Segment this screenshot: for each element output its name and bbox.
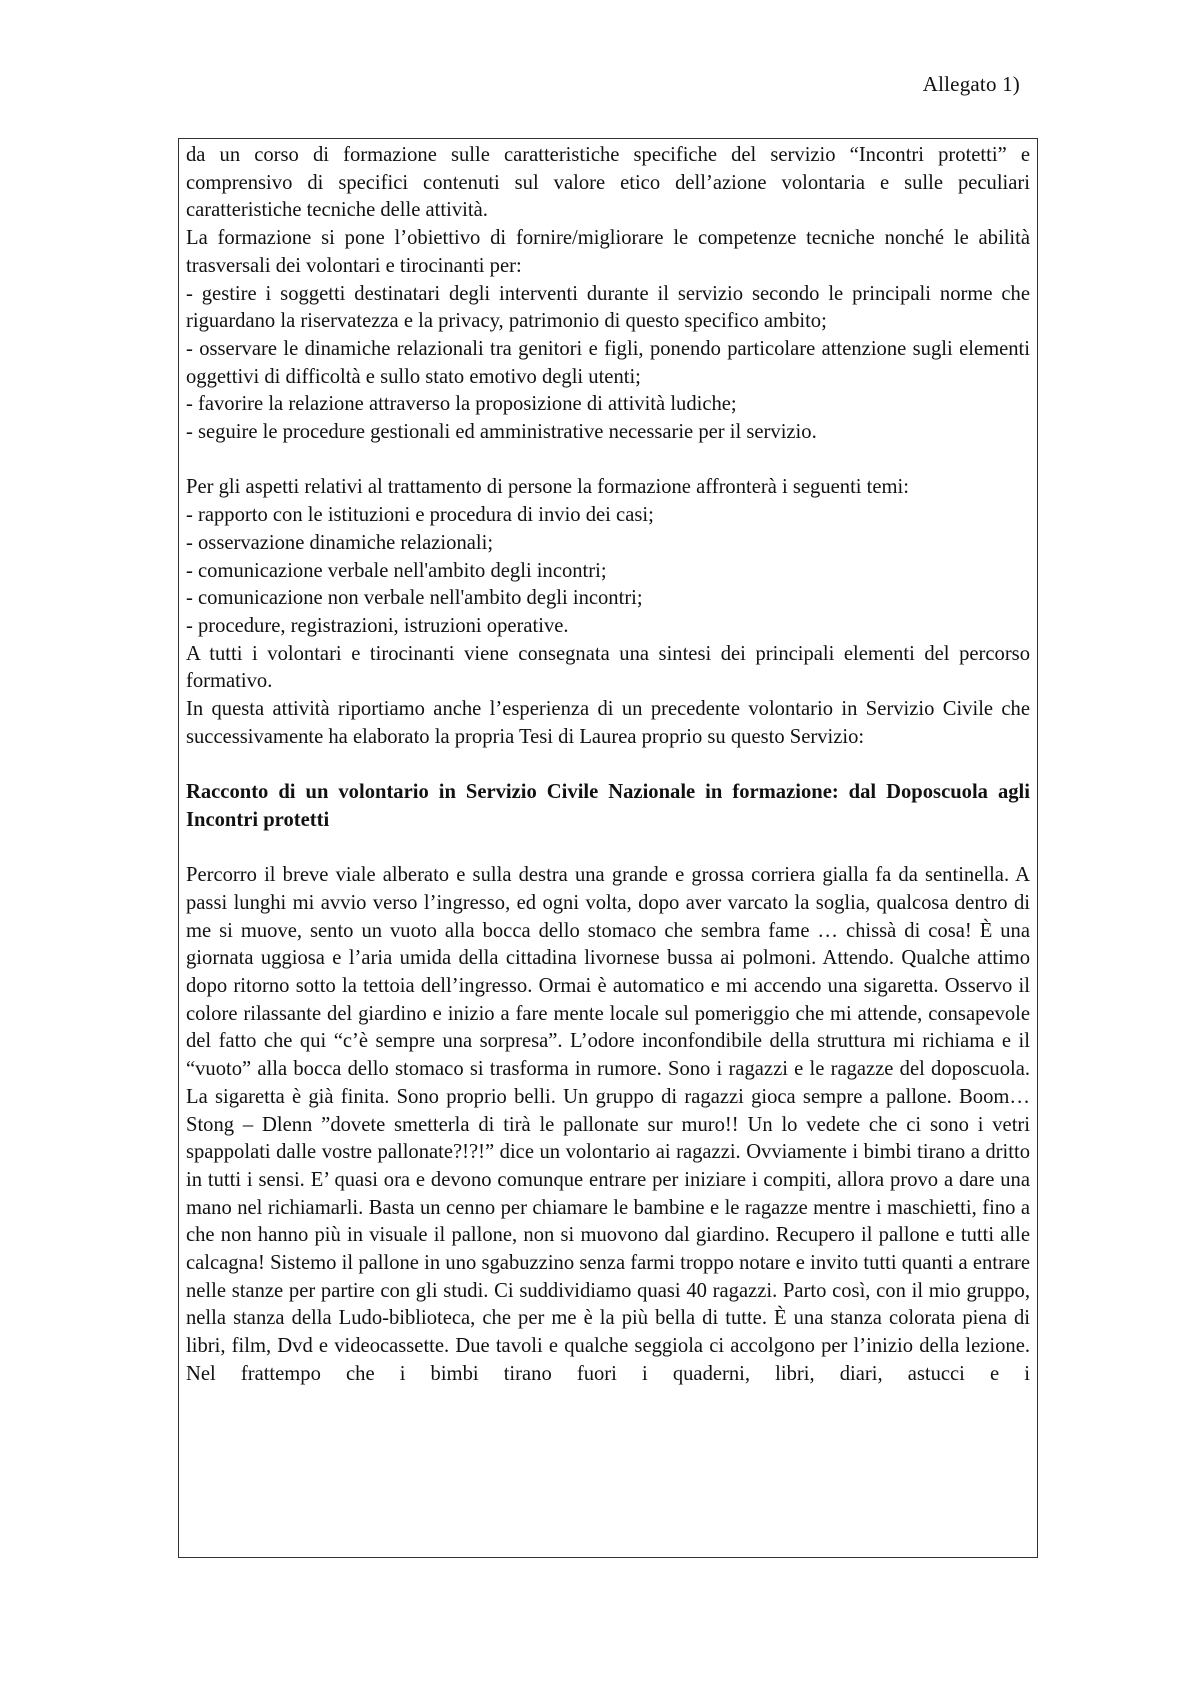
topic-item: - procedure, registrazioni, istruzioni operative. bbox=[186, 614, 569, 637]
topics-intro: Per gli aspetti relativi al trattamento di persone la formazione affronterà i seguenti temi: bbox=[186, 476, 910, 499]
paragraph-spacer bbox=[186, 447, 1030, 475]
document-text-box bbox=[178, 138, 1038, 1558]
topic-item: - comunicazione non verbale nell'ambito degli incontri; bbox=[186, 587, 643, 610]
experience-paragraph: In questa attività riportiamo anche l’esperienza di un precedente volontario in Servizio Civile che successivamente ha elaborato la propria Tesi di Laurea proprio su questo Servizio: bbox=[186, 698, 1030, 748]
topic-item: - osservazione dinamiche relazionali; bbox=[186, 531, 494, 554]
goal-item: - gestire i soggetti destinatari degli interventi durante il servizio secondo le principali norme che riguardano la riservatezza e la privacy, patrimonio di questo specifico ambito; bbox=[186, 282, 1030, 333]
goal-paragraph: La formazione si pone l’obiettivo di fornire/migliorare le competenze tecniche nonché le abilità trasversali dei volontari e tirocinanti per: bbox=[186, 227, 1030, 277]
paragraph-spacer bbox=[186, 751, 1030, 779]
intro-paragraph: da un corso di formazione sulle caratteristiche specifiche del servizio “Incontri protetti” e comprensivo di specifici contenuti sul valore etico dell’azione volontaria e sulle peculiari caratteristiche tecniche delle attività. bbox=[186, 144, 1030, 222]
story-text: Percorro il breve viale alberato e sulla destra una grande e grossa corriera gialla fa da sentinella. A passi lunghi mi avvio verso l’ingresso, ed ogni volta, dopo aver varcato la soglia, qualcosa dentro di me si muove, sento un vuoto alla bocca dello stomaco che sembra fame … chissà di cosa! È una giornata uggiosa e l’aria umida della cittadina livornese bussa ai polmoni. Attendo. Qualche attimo dopo ritorno sotto la tettoia dell’ingresso. Ormai è automatico e mi accendo una sigaretta. Osservo il colore rilassante del giardino e inizio a fare mente locale sul pomeriggio che mi attende, consapevole del fatto che qui “c’è sempre una sorpresa”. L’odore inconfondibile della struttura mi richiama e il “vuoto” alla bocca dello stomaco si trasforma in rumore. Sono i ragazzi e le ragazze del doposcuola. La sigaretta è già finita. Sono proprio belli. Un gruppo di ragazzi gioca sempre a pallone. Boom…Stong – Dlenn ”dovete smetterla di tirà le pallonate sur muro!! Un lo vedete che ci sono i vetri spappolati dalle vostre pallonate?!?!” dice un volontario ai ragazzi. Ovviamente i bimbi tirano a dritto in tutti i sensi. E’ quasi ora e devono comunque entrare per iniziare i compiti, allora provo a dare una mano nel richiamarli. Basta un cenno per chiamare le bambine e le ragazze mentre i maschietti, fino a che non hanno più in visuale il pallone, non si muovono dal giardino. Recupero il pallone e tutti alle calcagna! Sistemo il pallone in uno sgabuzzino senza farmi troppo notare e invito tutti quanti a entrare nelle stanze per partire con gli studi. Ci suddividiamo quasi 40 ragazzi. Parto così, con il mio gruppo, nella stanza della Ludo-biblioteca, che per me è la più bella di tutte. È una stanza colorata piena di libri, film, Dvd e videocassette. Due tavoli e qualche seggiola ci accolgono per l’inizio della lezione. Nel frattempo che i bimbi tirano fuori i quaderni, libri, diari, astucci e i bbox=[186, 864, 1030, 1385]
summary-paragraph: A tutti i volontari e tirocinanti viene consegnata una sintesi dei principali elementi del percorso formativo. bbox=[186, 642, 1030, 693]
goal-item: - seguire le procedure gestionali ed amministrative necessarie per il servizio. bbox=[186, 421, 817, 444]
topic-item: - rapporto con le istituzioni e procedura di invio dei casi; bbox=[186, 504, 654, 527]
story-title: Racconto di un volontario in Servizio Civile Nazionale in formazione: dal Doposcuola agli Incontri protetti bbox=[186, 781, 1030, 831]
paragraph-spacer bbox=[186, 835, 1030, 863]
topic-item: - comunicazione verbale nell'ambito degli incontri; bbox=[186, 559, 607, 582]
attachment-label: Allegato 1) bbox=[922, 72, 1020, 96]
goal-item: - osservare le dinamiche relazionali tra genitori e figli, ponendo particolare attenzione sugli elementi oggettivi di difficoltà e sullo stato emotivo degli utenti; bbox=[186, 337, 1030, 388]
goal-item: - favorire la relazione attraverso la proposizione di attività ludiche; bbox=[186, 393, 737, 416]
